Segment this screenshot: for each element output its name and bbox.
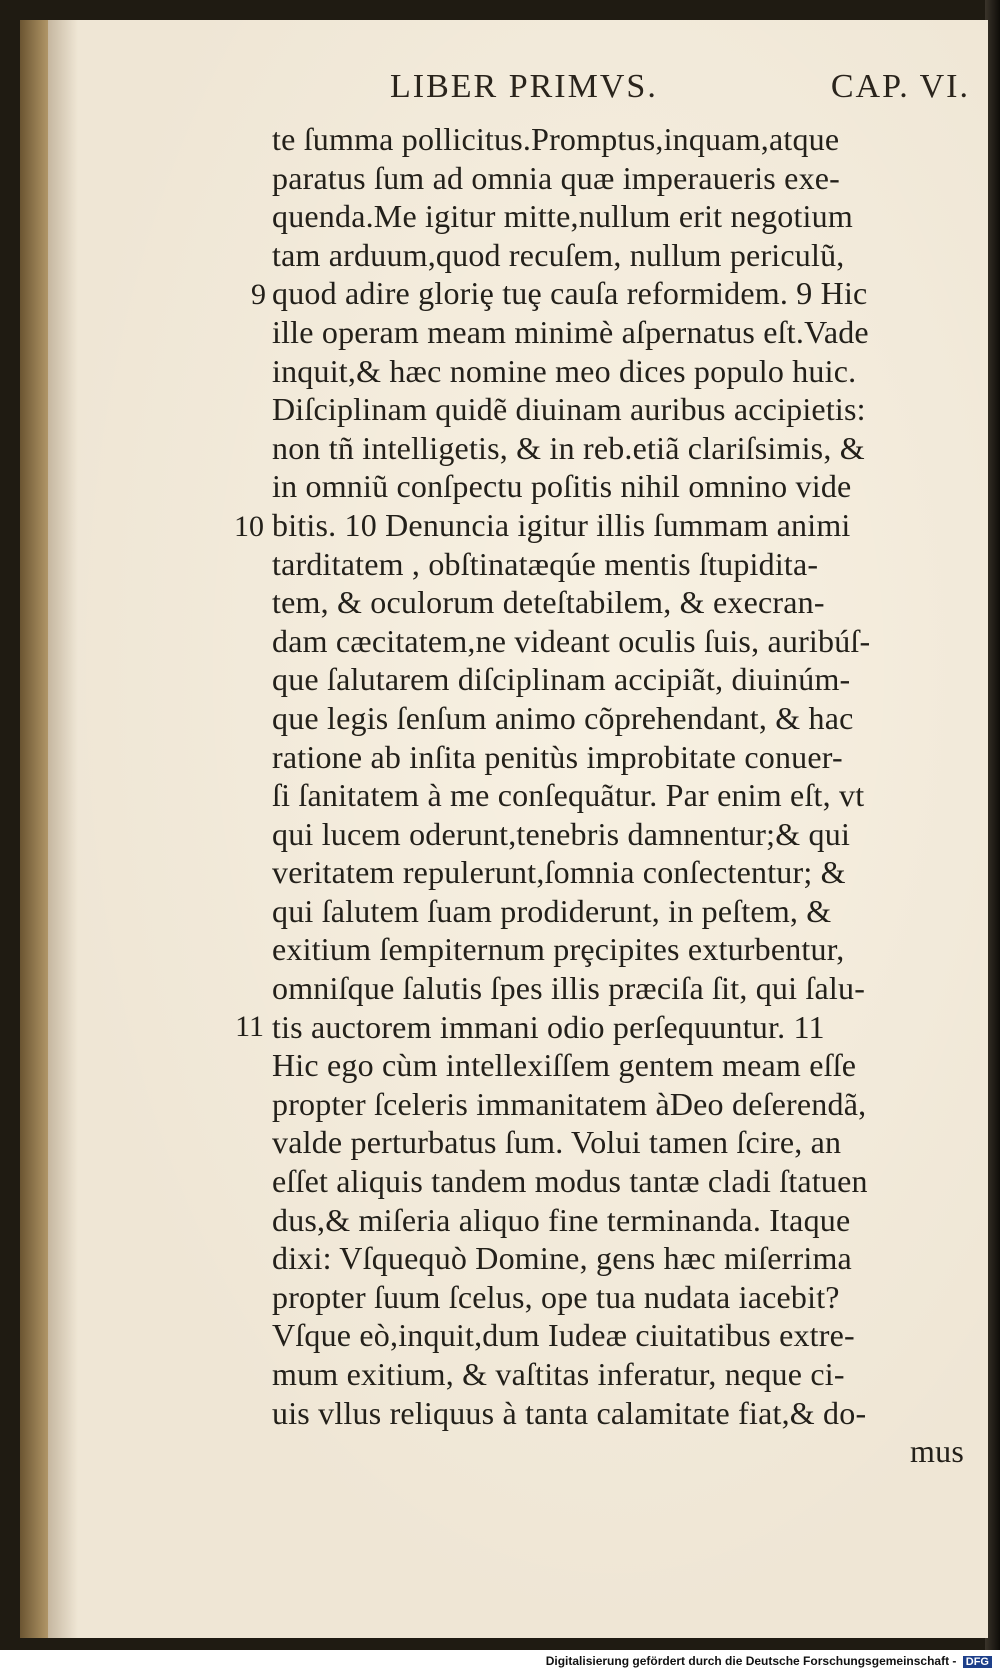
digitization-credit bbox=[546, 1654, 992, 1668]
text-line: tem, & oculorum deteſtabilem, & execran- bbox=[272, 584, 825, 621]
credit-text: Digitalisierung gefördert durch die Deutsche Forschungsgemeinschaft - bbox=[545, 1654, 957, 1668]
text-line: Vſque eò,inquit,dum Iudeæ ciuitatibus extre- bbox=[272, 1317, 855, 1354]
text-line: in omniũ conſpectu poſitis nihil omnino vide bbox=[272, 468, 852, 505]
text-line: tam arduum,quod recuſem, nullum periculũ, bbox=[272, 236, 845, 273]
text-line: Hic ego cùm intellexiſſem gentem meam eſſe bbox=[272, 1047, 857, 1084]
text-line: bitis. 10 Denuncia igitur illis ſummam animi bbox=[272, 506, 851, 543]
text-line: tis auctorem immani odio perſequuntur. 11 bbox=[272, 1008, 825, 1045]
text-line: exitium ſempiternum prȩcipites exturbentur, bbox=[272, 931, 845, 968]
text-line: veritatem repulerunt,ſomnia conſectentur; & bbox=[272, 854, 846, 891]
text-line: dixi: Vſquequò Domine, gens hæc miſerrima bbox=[272, 1240, 852, 1277]
running-head-chapter: CAP. VI. bbox=[830, 68, 970, 105]
text-line: qui lucem oderunt,tenebris damnentur;& qui bbox=[272, 815, 851, 852]
text-line: dus,& miſeria aliquo fine terminanda. Itaque bbox=[272, 1201, 851, 1238]
text-line: uis vllus reliquus à tanta calamitate fiat,& do- bbox=[272, 1394, 867, 1431]
text-line: eſſet aliquis tandem modus tantæ cladi ſtatuen bbox=[272, 1163, 868, 1200]
text-line: Diſciplinam quidẽ diuinam auribus accipietis: bbox=[272, 391, 866, 428]
text-line: ille operam meam minimè aſpernatus eſt.Vade bbox=[272, 313, 869, 350]
text-line: ratione ab inſita penitùs improbitate conuer- bbox=[272, 738, 843, 775]
text-line: dam cæcitatem,ne videant oculis ſuis, auribúſ- bbox=[272, 622, 871, 659]
verse-number-9: 9 bbox=[251, 278, 266, 311]
text-line: propter ſceleris immanitatem àDeo deſerendã, bbox=[272, 1085, 867, 1122]
text-line: mum exitium, & vaſtitas inferatur, neque ci- bbox=[272, 1356, 845, 1392]
text-line: que ſalutarem diſciplinam accipiãt, diuinúm- bbox=[272, 661, 851, 698]
text-line: paratus ſum ad omnia quæ imperaueris exe- bbox=[272, 159, 841, 196]
text-line: quenda.Me igitur mitte,nullum erit negotium bbox=[272, 198, 853, 235]
verse-number-10: 10 bbox=[234, 510, 264, 543]
running-head bbox=[390, 68, 970, 112]
text-line: quod adire gloriȩ tuȩ cauſa reformidem. 9 Hic bbox=[272, 275, 868, 312]
text-line: qui ſalutem ſuam prodiderunt, in peſtem, & bbox=[272, 892, 832, 929]
text-line: propter ſuum ſcelus, ope tua nudata iacebit? bbox=[272, 1278, 840, 1315]
text-line: omniſque ſalutis ſpes illis præciſa ſit, qui ſalu- bbox=[272, 970, 866, 1007]
text-line: ſi ſanitatem à me conſequãtur. Par enim eſt, vt bbox=[272, 777, 865, 814]
dfg-logo: DFG bbox=[963, 1656, 992, 1668]
catchword: mus bbox=[910, 1433, 964, 1470]
text-line: te ſumma pollicitus.Promptus,inquam,atque bbox=[272, 121, 840, 157]
running-head-title: LIBER PRIMVS. bbox=[390, 68, 658, 105]
binding-shadow bbox=[20, 20, 50, 1638]
text-line: non tñ intelligetis, & in reb.etiã clariſsimis, & bbox=[272, 429, 865, 466]
text-line: inquit,& hæc nomine meo dices populo huic. bbox=[272, 352, 857, 389]
body-text bbox=[272, 120, 972, 1471]
text-line: que legis ſenſum animo cõprehendant, & hac bbox=[272, 699, 854, 736]
text-line: valde perturbatus ſum. Volui tamen ſcire, an bbox=[272, 1124, 842, 1161]
verse-number-11: 11 bbox=[235, 1010, 264, 1043]
text-line: tarditatem , obſtinatæqúe mentis ſtupidita- bbox=[272, 545, 819, 582]
